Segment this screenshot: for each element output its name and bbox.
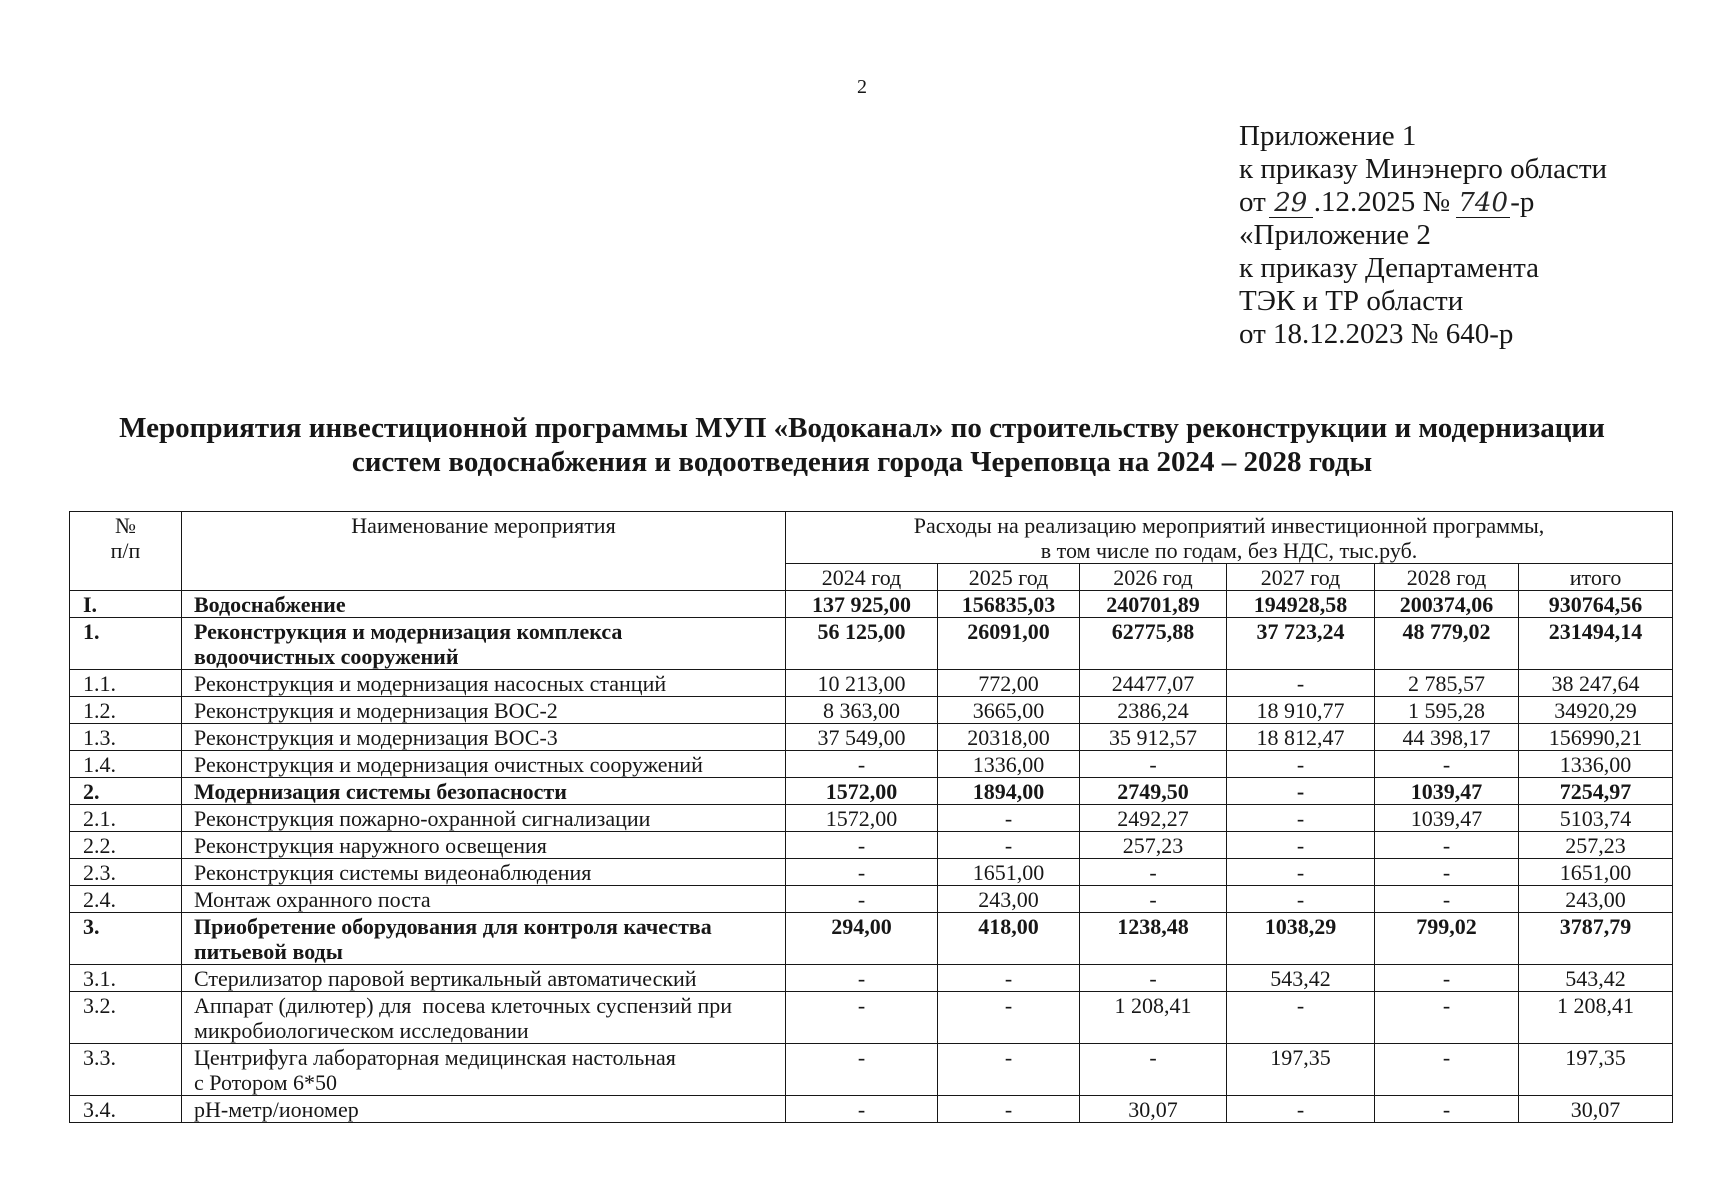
measure-name — [182, 992, 786, 1044]
measure-name-line: pH-метр/иономер — [194, 1097, 359, 1122]
measure-name-line: Реконструкция и модернизация очистных сооружений — [194, 752, 703, 777]
measure-name-line: Реконструкция и модернизация ВОС-2 — [194, 698, 558, 723]
measure-name-line: с Ротором 6*50 — [194, 1070, 337, 1095]
expense-2027-cell: 18 812,47 — [1227, 724, 1375, 751]
table-row — [70, 886, 1673, 913]
expense-2024-cell: 294,00 — [786, 913, 938, 965]
expense-total-cell: 5103,74 — [1519, 805, 1673, 832]
expense-2028-cell: 48 779,02 — [1375, 618, 1519, 670]
measure-name — [182, 886, 786, 913]
table-row — [70, 1044, 1673, 1096]
expense-total-cell: 156990,21 — [1519, 724, 1673, 751]
expense-2026-cell: 1 208,41 — [1080, 992, 1227, 1044]
expense-2026-cell: 257,23 — [1080, 832, 1227, 859]
investment-program-table — [69, 511, 1673, 1123]
expense-total-cell: 930764,56 — [1519, 591, 1673, 618]
row-number: 1.1. — [70, 670, 182, 697]
handwritten-order-day: 29 — [1269, 190, 1313, 218]
measure-name — [182, 751, 786, 778]
expense-total-cell: 243,00 — [1519, 886, 1673, 913]
annex-block — [1239, 120, 1607, 351]
expense-2025-cell: - — [938, 965, 1080, 992]
expense-2026-cell: - — [1080, 859, 1227, 886]
expense-2027-cell: - — [1227, 886, 1375, 913]
expense-total-cell: 197,35 — [1519, 1044, 1673, 1096]
column-header-number-line: № — [115, 513, 136, 538]
expense-total-cell: 1651,00 — [1519, 859, 1673, 886]
expense-2025-cell: 772,00 — [938, 670, 1080, 697]
expense-2026-cell: 2749,50 — [1080, 778, 1227, 805]
expense-2028-cell: - — [1375, 965, 1519, 992]
table-body — [70, 591, 1673, 1123]
row-number: 1. — [70, 618, 182, 670]
measure-name-line: Реконструкция и модернизация ВОС-3 — [194, 725, 558, 750]
expense-2027-cell: - — [1227, 1096, 1375, 1123]
measure-name-line: микробиологическом исследовании — [194, 1018, 529, 1043]
expense-2028-cell: - — [1375, 859, 1519, 886]
expense-2027-cell: - — [1227, 832, 1375, 859]
expense-2025-cell: 1651,00 — [938, 859, 1080, 886]
expense-2028-cell: 1 595,28 — [1375, 697, 1519, 724]
expense-total-cell: 34920,29 — [1519, 697, 1673, 724]
expense-total-cell: 1 208,41 — [1519, 992, 1673, 1044]
measure-name — [182, 1044, 786, 1096]
expense-2026-cell: - — [1080, 1044, 1227, 1096]
column-header-2028: 2028 год — [1375, 564, 1519, 591]
expense-2026-cell: 2492,27 — [1080, 805, 1227, 832]
expense-total-cell: 30,07 — [1519, 1096, 1673, 1123]
expense-2024-cell: 10 213,00 — [786, 670, 938, 697]
prev-annex-order-ref: к приказу Департамента — [1239, 252, 1540, 284]
row-number: 2.2. — [70, 832, 182, 859]
measure-name-line: Монтаж охранного поста — [194, 887, 431, 912]
document-title — [0, 411, 1724, 479]
row-number: 1.4. — [70, 751, 182, 778]
column-header-expenses-line: в том числе по годам, без НДС, тыс.руб. — [1040, 538, 1418, 563]
expense-2025-cell: 20318,00 — [938, 724, 1080, 751]
measure-name-line: Модернизация системы безопасности — [194, 779, 567, 804]
expense-2026-cell: 35 912,57 — [1080, 724, 1227, 751]
expense-2026-cell: 1238,48 — [1080, 913, 1227, 965]
expense-2025-cell: 3665,00 — [938, 697, 1080, 724]
expense-2027-cell: - — [1227, 778, 1375, 805]
expense-2027-cell: - — [1227, 992, 1375, 1044]
table-row — [70, 778, 1673, 805]
expense-2028-cell: 44 398,17 — [1375, 724, 1519, 751]
expense-total-cell: 7254,97 — [1519, 778, 1673, 805]
expense-2027-cell: - — [1227, 859, 1375, 886]
annex-title: Приложение 1 — [1239, 120, 1417, 152]
column-header-2026: 2026 год — [1080, 564, 1227, 591]
order-number-suffix: -р — [1510, 186, 1535, 218]
row-number: 2.3. — [70, 859, 182, 886]
table-row — [70, 618, 1673, 670]
measure-name-line: Реконструкция и модернизация насосных станций — [194, 671, 667, 696]
measure-name-line: Реконструкция пожарно-охранной сигнализации — [194, 806, 651, 831]
row-number: 2.1. — [70, 805, 182, 832]
table-row — [70, 697, 1673, 724]
expense-2027-cell: - — [1227, 805, 1375, 832]
order-date-prefix: от — [1239, 186, 1266, 218]
expense-2028-cell: 2 785,57 — [1375, 670, 1519, 697]
expense-2028-cell: - — [1375, 992, 1519, 1044]
expense-2027-cell: 1038,29 — [1227, 913, 1375, 965]
table-row — [70, 832, 1673, 859]
expense-2026-cell: 62775,88 — [1080, 618, 1227, 670]
column-header-2025: 2025 год — [938, 564, 1080, 591]
prev-annex-order-date: от 18.12.2023 № 640-р — [1239, 318, 1514, 350]
row-number: 3.3. — [70, 1044, 182, 1096]
expense-2027-cell: 18 910,77 — [1227, 697, 1375, 724]
expense-2024-cell: 1572,00 — [786, 805, 938, 832]
expense-2026-cell: - — [1080, 886, 1227, 913]
expense-2028-cell: - — [1375, 886, 1519, 913]
expense-2025-cell: - — [938, 832, 1080, 859]
expense-2028-cell: - — [1375, 1096, 1519, 1123]
measure-name-line: Реконструкция наружного освещения — [194, 833, 547, 858]
expense-total-cell: 257,23 — [1519, 832, 1673, 859]
expense-2025-cell: 26091,00 — [938, 618, 1080, 670]
prev-annex-order-dept: ТЭК и ТР области — [1239, 285, 1464, 317]
expense-2028-cell: - — [1375, 832, 1519, 859]
column-header-total: итого — [1519, 564, 1673, 591]
table-row — [70, 805, 1673, 832]
measure-name — [182, 670, 786, 697]
column-header-expenses-line: Расходы на реализацию мероприятий инвестиционной программы, — [913, 513, 1545, 538]
expense-2025-cell: 418,00 — [938, 913, 1080, 965]
table-row — [70, 965, 1673, 992]
row-number: 3.2. — [70, 992, 182, 1044]
measure-name-line: Стерилизатор паровой вертикальный автоматический — [194, 966, 697, 991]
expense-total-cell: 231494,14 — [1519, 618, 1673, 670]
expense-2026-cell: 30,07 — [1080, 1096, 1227, 1123]
title-line-1: Мероприятия инвестиционной программы МУП «Водоканал» по строительству реконструкции и модернизации — [119, 412, 1605, 444]
expense-2024-cell: 56 125,00 — [786, 618, 938, 670]
row-number: 2.4. — [70, 886, 182, 913]
handwritten-order-number: 740 — [1456, 190, 1510, 218]
table-row — [70, 724, 1673, 751]
expense-2027-cell: 197,35 — [1227, 1044, 1375, 1096]
measure-name-line: Реконструкция и модернизация комплекса — [194, 619, 623, 644]
expense-2025-cell: - — [938, 1096, 1080, 1123]
measure-name — [182, 778, 786, 805]
expense-2027-cell: - — [1227, 670, 1375, 697]
measure-name — [182, 697, 786, 724]
measure-name-line: питьевой воды — [194, 939, 343, 964]
expense-2025-cell: 156835,03 — [938, 591, 1080, 618]
row-number: I. — [70, 591, 182, 618]
expense-2028-cell: - — [1375, 751, 1519, 778]
measure-name — [182, 1096, 786, 1123]
expense-2028-cell: 200374,06 — [1375, 591, 1519, 618]
measure-name-line: Центрифуга лабораторная медицинская настольная — [194, 1045, 676, 1070]
table-row — [70, 591, 1673, 618]
measure-name-line: Реконструкция системы видеонаблюдения — [194, 860, 592, 885]
row-number: 3.4. — [70, 1096, 182, 1123]
expense-2024-cell: 37 549,00 — [786, 724, 938, 751]
order-date-rest: .12.2025 № — [1313, 186, 1451, 218]
expense-2028-cell: - — [1375, 1044, 1519, 1096]
expense-2024-cell: - — [786, 751, 938, 778]
table-row — [70, 913, 1673, 965]
expense-2027-cell: 543,42 — [1227, 965, 1375, 992]
expense-total-cell: 1336,00 — [1519, 751, 1673, 778]
measure-name — [182, 805, 786, 832]
expense-2024-cell: 1572,00 — [786, 778, 938, 805]
column-header-number-line: п/п — [110, 538, 141, 563]
expense-2024-cell: - — [786, 859, 938, 886]
measure-name-line: водоочистных сооружений — [194, 644, 459, 669]
expense-total-cell: 543,42 — [1519, 965, 1673, 992]
measure-name — [182, 832, 786, 859]
table-row — [70, 992, 1673, 1044]
header-row — [70, 512, 1673, 564]
annex-order-ref: к приказу Минэнерго области — [1239, 153, 1608, 185]
column-header-expenses — [786, 512, 1673, 564]
expense-total-cell: 3787,79 — [1519, 913, 1673, 965]
title-line-2: систем водоснабжения и водоотведения города Череповца на 2024 – 2028 годы — [351, 446, 1373, 478]
measure-name — [182, 965, 786, 992]
table-row — [70, 670, 1673, 697]
measure-name — [182, 913, 786, 965]
expense-2024-cell: - — [786, 1096, 938, 1123]
measure-name — [182, 591, 786, 618]
prev-annex-title: «Приложение 2 — [1239, 219, 1431, 251]
expense-2027-cell: 194928,58 — [1227, 591, 1375, 618]
expense-2025-cell: - — [938, 992, 1080, 1044]
expense-2024-cell: - — [786, 832, 938, 859]
expense-2026-cell: - — [1080, 751, 1227, 778]
expense-2025-cell: 243,00 — [938, 886, 1080, 913]
column-header-2027: 2027 год — [1227, 564, 1375, 591]
expense-2026-cell: 240701,89 — [1080, 591, 1227, 618]
measure-name — [182, 618, 786, 670]
expense-2028-cell: 1039,47 — [1375, 778, 1519, 805]
measure-name — [182, 724, 786, 751]
measure-name-line: Приобретение оборудования для контроля качества — [194, 914, 712, 939]
table-row — [70, 859, 1673, 886]
expense-2028-cell: 799,02 — [1375, 913, 1519, 965]
expense-2024-cell: 8 363,00 — [786, 697, 938, 724]
expense-total-cell: 38 247,64 — [1519, 670, 1673, 697]
expense-2026-cell: 24477,07 — [1080, 670, 1227, 697]
expense-2024-cell: - — [786, 965, 938, 992]
expense-2028-cell: 1039,47 — [1375, 805, 1519, 832]
annex-order-date — [1239, 186, 1607, 219]
expense-2024-cell: - — [786, 886, 938, 913]
column-header-number — [70, 512, 182, 591]
column-header-2024: 2024 год — [786, 564, 938, 591]
expense-2026-cell: - — [1080, 965, 1227, 992]
expense-2027-cell: - — [1227, 751, 1375, 778]
table-row — [70, 1096, 1673, 1123]
expense-2024-cell: - — [786, 992, 938, 1044]
measure-name-line: Аппарат (дилютер) для посева клеточных суспензий при — [194, 993, 733, 1018]
row-number: 1.2. — [70, 697, 182, 724]
expense-2027-cell: 37 723,24 — [1227, 618, 1375, 670]
row-number: 2. — [70, 778, 182, 805]
expense-2025-cell: - — [938, 805, 1080, 832]
page-number: 2 — [857, 76, 867, 98]
expense-2025-cell: 1336,00 — [938, 751, 1080, 778]
expense-2025-cell: - — [938, 1044, 1080, 1096]
expense-2024-cell: 137 925,00 — [786, 591, 938, 618]
column-header-name: Наименование мероприятия — [182, 512, 786, 591]
measure-name-line: Водоснабжение — [194, 592, 346, 617]
expense-2026-cell: 2386,24 — [1080, 697, 1227, 724]
row-number: 1.3. — [70, 724, 182, 751]
row-number: 3.1. — [70, 965, 182, 992]
expense-2024-cell: - — [786, 1044, 938, 1096]
table-row — [70, 751, 1673, 778]
row-number: 3. — [70, 913, 182, 965]
measure-name — [182, 859, 786, 886]
expense-2025-cell: 1894,00 — [938, 778, 1080, 805]
